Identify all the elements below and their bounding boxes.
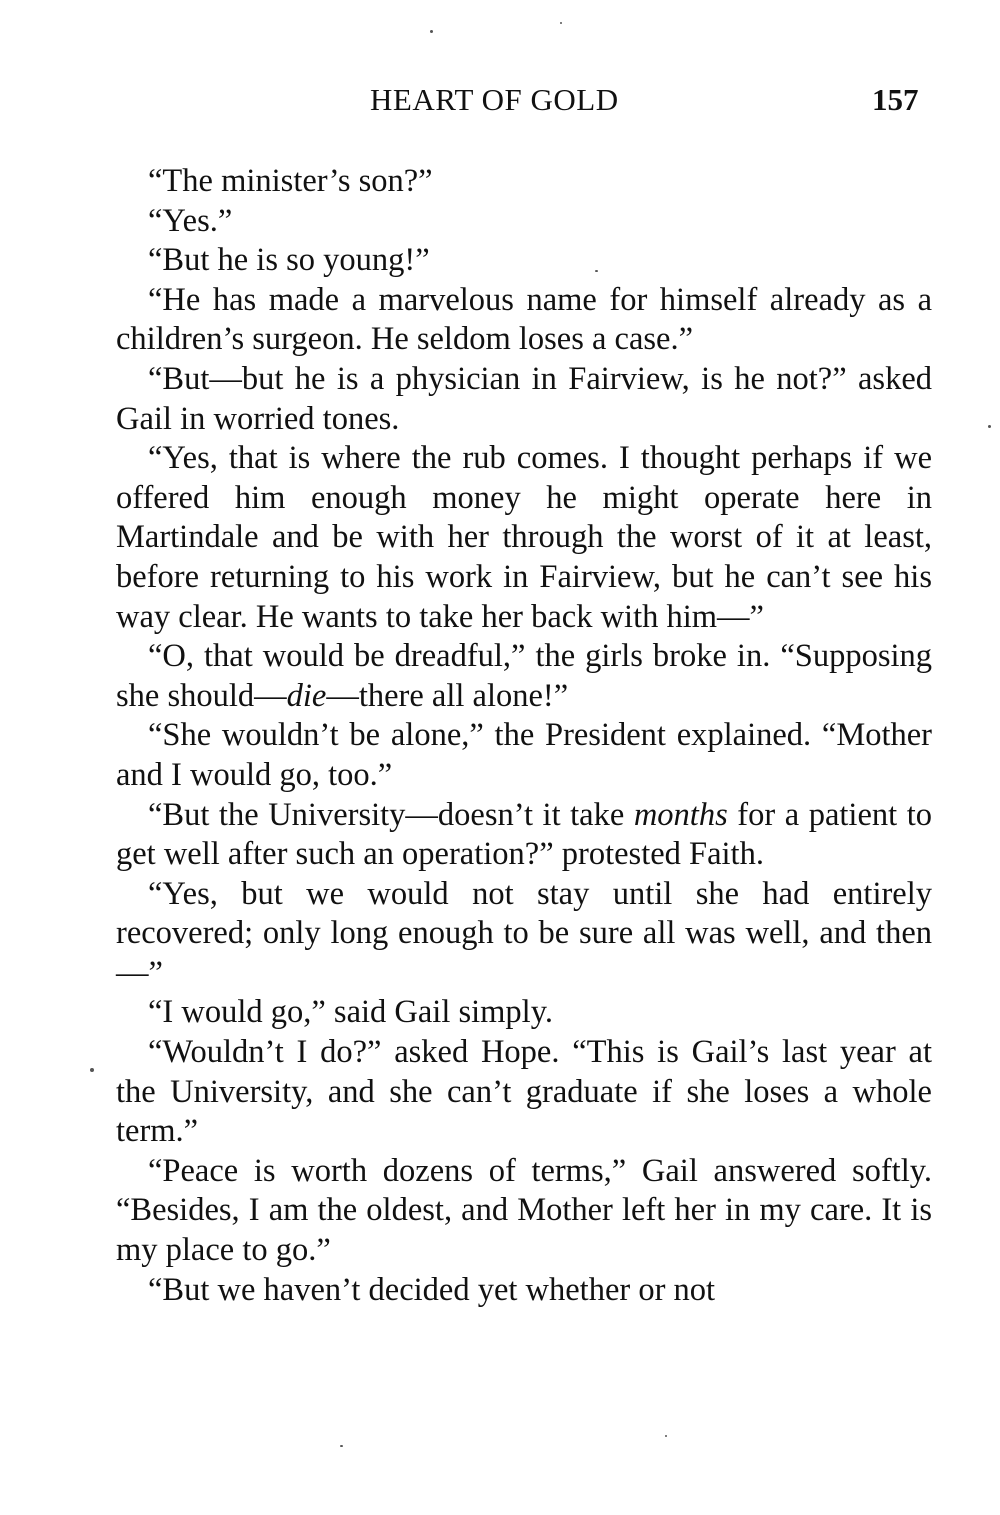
- paragraph: “But—but he is a physician in Fairview, is he not?” asked Gail in worried tones.: [116, 360, 932, 437]
- paragraph: “Yes, but we would not stay until she had entirely recovered; only long enough to be sure all was well, and then—”: [116, 875, 932, 991]
- paragraph: [116, 796, 932, 875]
- scan-speck: [988, 425, 991, 428]
- paragraph: “Peace is worth dozens of terms,” Gail answered softly. “Besides, I am the oldest, and Mother left her in my care. It is my place to go.”: [116, 1152, 932, 1269]
- paragraph-continued: “But we haven’t decided yet whether or not: [148, 1271, 716, 1308]
- scan-speck: [340, 1445, 343, 1447]
- scan-speck: [90, 1068, 94, 1072]
- italic-word: die: [286, 677, 327, 714]
- paragraph: “She wouldn’t be alone,” the President explained. “Mother and I would go, too.”: [116, 717, 932, 793]
- paragraph: “Yes.”: [148, 202, 233, 239]
- scan-speck: [595, 270, 598, 272]
- body-text: [116, 162, 932, 1310]
- paragraph: “Wouldn’t I do?” asked Hope. “This is Gail’s last year at the University, and she can’t graduate if she loses a whole term.”: [116, 1034, 932, 1150]
- paragraph: “I would go,” said Gail simply.: [148, 994, 553, 1031]
- paragraph-text: for a patient to get well after such an operation?” protested Faith.: [116, 796, 932, 873]
- paragraph: [116, 637, 932, 716]
- italic-word: months: [633, 796, 728, 833]
- page-number: 157: [872, 82, 919, 117]
- paragraph-text: “O, that would be dreadful,” the girls broke in. “Supposing she should—: [116, 638, 932, 714]
- paragraph-text: —there all alone!”: [326, 677, 569, 714]
- paragraph: “He has made a marvelous name for himself already as a children’s surgeon. He seldom loses a case.”: [116, 281, 932, 358]
- scan-speck: [665, 1435, 667, 1437]
- paragraph: “The minister’s son?”: [148, 163, 433, 199]
- paragraph: “But he is so young!”: [148, 242, 430, 279]
- scan-speck: [560, 22, 562, 24]
- paragraph: “Yes, that is where the rub comes. I thought perhaps if we offered him enough money he might operate here in Martindale and be with her through the worst of it at least, before returning to his work in Fairview, but he can’t see his way clear. He wants to take her back with him—”: [116, 440, 932, 635]
- scan-speck: [430, 30, 433, 33]
- paragraph-text: “But the University—doesn’t it take: [148, 796, 634, 833]
- running-head: [0, 82, 1000, 122]
- running-title: HEART OF GOLD: [370, 82, 619, 117]
